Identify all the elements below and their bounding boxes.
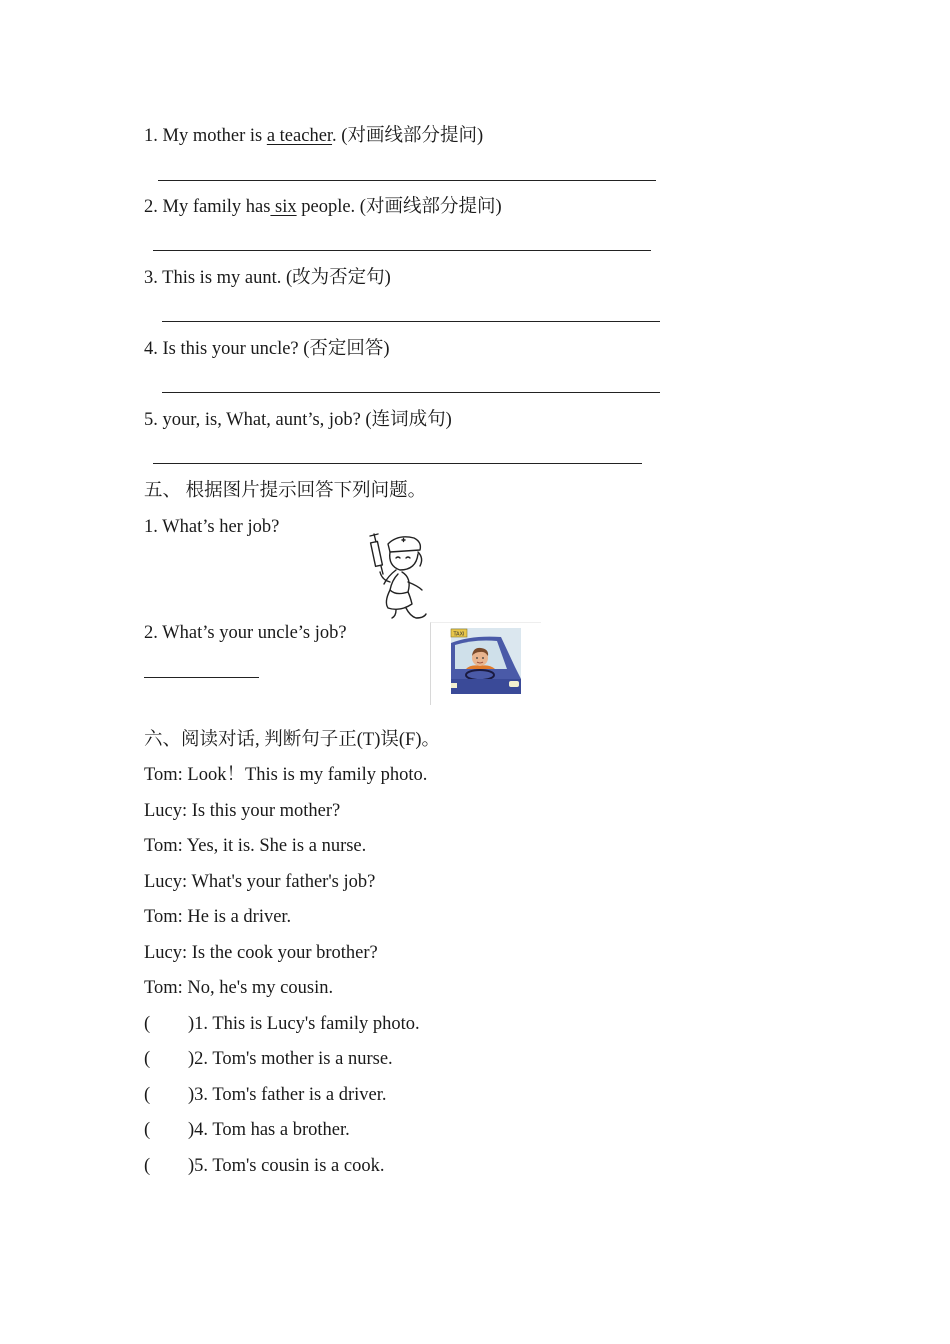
- section-5-heading: 五、 根据图片提示回答下列问题。: [144, 481, 427, 501]
- question-5-1: 1. What’s her job?: [144, 517, 280, 537]
- answer-blank-6[interactable]: [144, 677, 259, 678]
- true-false-statement: [144, 1084, 386, 1106]
- q-text-post: . (对画线部分提问): [332, 126, 484, 146]
- taxi-driver-icon: [430, 622, 541, 705]
- section-6-heading: 六、阅读对话, 判断句子正(T)误(F)。: [144, 730, 440, 750]
- answer-blank-4[interactable]: [162, 392, 660, 393]
- question-4-2: [144, 196, 502, 218]
- q-text-pre: My family has: [162, 197, 271, 217]
- true-false-statement: [144, 1013, 420, 1035]
- answer-paren[interactable]: (: [144, 1156, 151, 1176]
- answer-blank-2[interactable]: [153, 250, 651, 251]
- dialogue-line: Tom: No, he's my cousin.: [144, 978, 334, 998]
- q-text-pre: My mother is: [162, 126, 267, 146]
- true-false-statement: [144, 1155, 384, 1177]
- dialogue-line: Lucy: Is this your mother?: [144, 801, 341, 821]
- answer-paren[interactable]: (: [144, 1085, 151, 1105]
- taxi-sign-text: TAXI: [453, 631, 465, 638]
- statement-text: )3. Tom's father is a driver.: [188, 1085, 387, 1105]
- answer-paren[interactable]: (: [144, 1120, 151, 1140]
- question-4-1: [144, 125, 483, 147]
- answer-blank-1[interactable]: [158, 180, 656, 181]
- underlined-part: a teacher: [266, 126, 333, 146]
- q-text-post: people. (对画线部分提问): [296, 197, 502, 217]
- question-5-2: 2. What’s your uncle’s job?: [144, 623, 347, 643]
- dialogue-line: Tom: Yes, it is. She is a nurse.: [144, 836, 367, 856]
- true-false-statement: [144, 1048, 393, 1070]
- statement-text: )4. Tom has a brother.: [188, 1120, 350, 1140]
- question-4-3: 3. This is my aunt. (改为否定句): [144, 268, 391, 288]
- answer-paren[interactable]: (: [144, 1014, 151, 1034]
- statement-text: )2. Tom's mother is a nurse.: [188, 1049, 393, 1069]
- true-false-statement: [144, 1119, 350, 1141]
- underlined-part: six: [270, 197, 297, 217]
- q-number: 2.: [144, 197, 158, 217]
- answer-paren[interactable]: (: [144, 1049, 151, 1069]
- nurse-with-syringe-icon: [366, 532, 432, 622]
- statement-text: )1. This is Lucy's family photo.: [188, 1014, 420, 1034]
- dialogue-line: Tom: He is a driver.: [144, 907, 292, 927]
- statement-text: )5. Tom's cousin is a cook.: [188, 1156, 385, 1176]
- question-4-4: 4. Is this your uncle? (否定回答): [144, 339, 390, 359]
- dialogue-line: Lucy: Is the cook your brother?: [144, 943, 378, 963]
- answer-blank-5[interactable]: [153, 463, 642, 464]
- question-4-5: 5. your, is, What, aunt’s, job? (连词成句): [144, 410, 452, 430]
- q-number: 1.: [144, 126, 158, 146]
- dialogue-line: Tom: Look！This is my family photo.: [144, 765, 428, 785]
- answer-blank-3[interactable]: [162, 321, 660, 322]
- dialogue-line: Lucy: What's your father's job?: [144, 872, 376, 892]
